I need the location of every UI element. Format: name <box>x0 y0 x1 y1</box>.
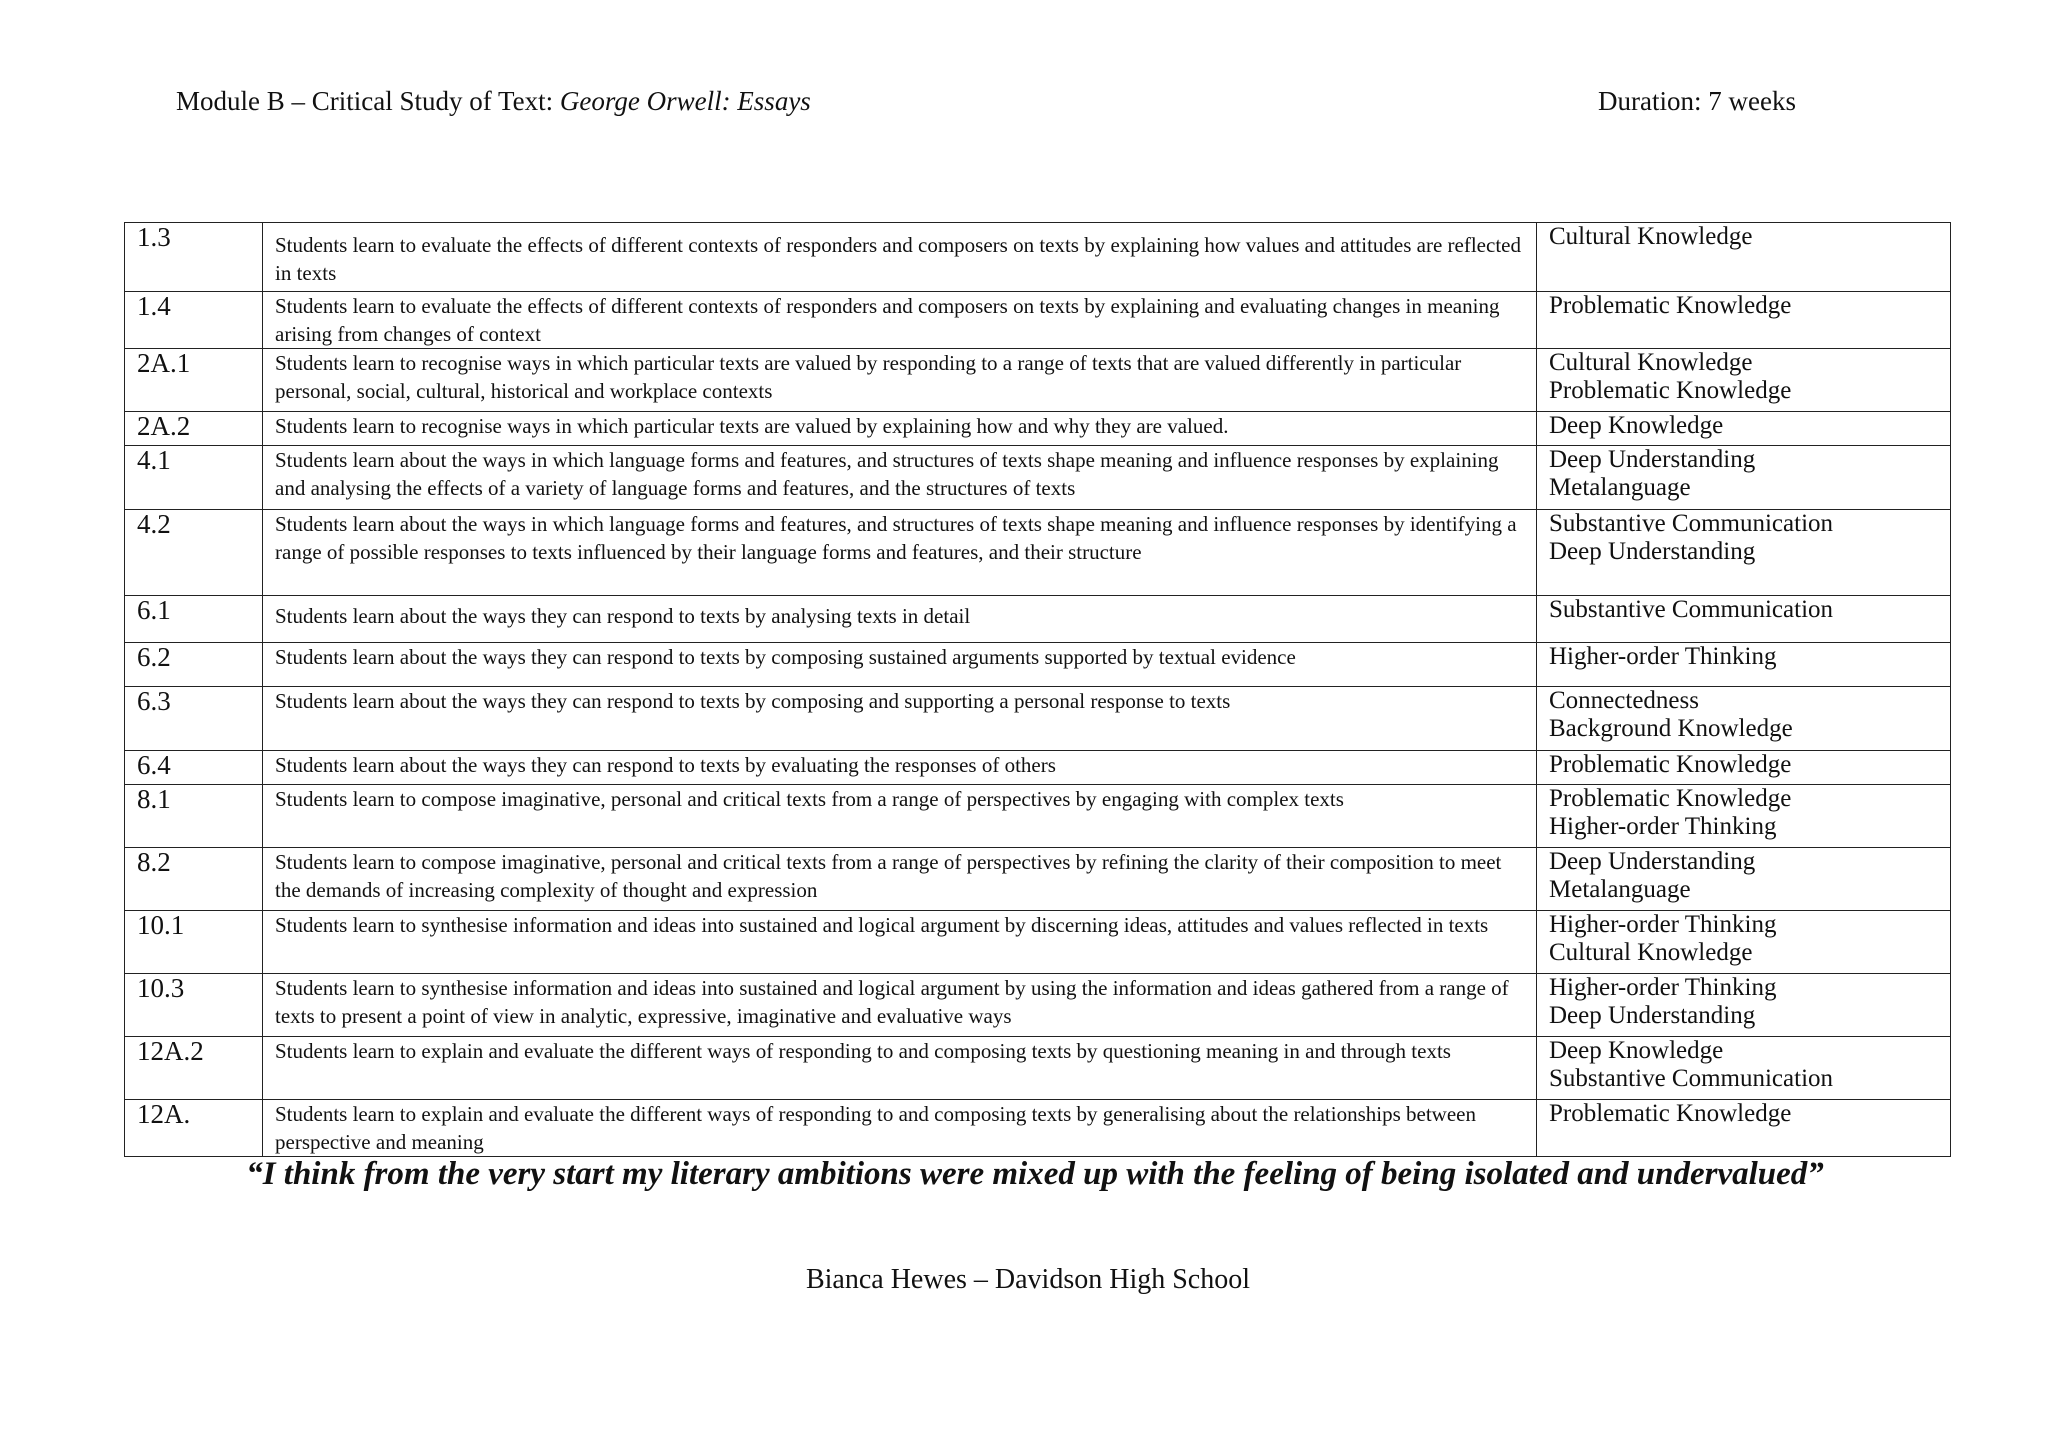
quality-elements <box>1537 643 1951 687</box>
quality-element: Deep Knowledge <box>1549 412 1724 439</box>
outcomes-table-body <box>125 223 1951 1157</box>
table-row <box>125 974 1951 1037</box>
outcome-description: Students learn about the ways they can respond to texts by analysing texts in detail <box>263 596 1537 643</box>
table-row <box>125 1037 1951 1100</box>
outcome-code: 6.1 <box>125 596 263 643</box>
table-row <box>125 412 1951 446</box>
table-row <box>125 292 1951 349</box>
quality-element: Substantive Communication <box>1549 596 1834 623</box>
quality-elements <box>1537 1100 1951 1157</box>
module-title <box>176 86 811 117</box>
outcome-code: 6.3 <box>125 687 263 751</box>
outcome-description: Students learn about the ways in which language forms and features, and structures of texts shape meaning and influence responses by identifying a range of possible responses to texts influenced by their language forms and features, and their structure <box>263 510 1537 596</box>
outcome-description: Students learn to evaluate the effects of different contexts of responders and composers on texts by explaining and evaluating changes in meaning arising from changes of context <box>263 292 1537 349</box>
author-credit: Bianca Hewes – Davidson High School <box>805 1264 1251 1295</box>
outcome-description: Students learn about the ways they can respond to texts by composing and supporting a personal response to texts <box>263 687 1537 751</box>
outcome-code: 2A.1 <box>125 349 263 412</box>
table-row <box>125 911 1951 974</box>
table-row <box>125 223 1951 292</box>
text-title: George Orwell: Essays <box>559 86 811 116</box>
quality-element: Problematic Knowledge <box>1549 751 1792 778</box>
outcome-description: Students learn to explain and evaluate the different ways of responding to and composing texts by questioning meaning in and through texts <box>263 1037 1537 1100</box>
quality-elements <box>1537 911 1951 974</box>
outcome-code: 12A. <box>125 1100 263 1157</box>
outcome-code: 6.4 <box>125 751 263 785</box>
quality-elements <box>1537 596 1951 643</box>
table-row <box>125 596 1951 643</box>
orwell-quote: “I think from the very start my literary ambitions were mixed up with the feeling of being isolated and undervalued” <box>246 1156 1824 1192</box>
quality-element: Substantive Communication <box>1549 1065 1834 1092</box>
outcome-code: 8.1 <box>125 785 263 848</box>
table-row <box>125 643 1951 687</box>
outcome-description: Students learn to compose imaginative, personal and critical texts from a range of perspectives by refining the clarity of their composition to meet the demands of increasing complexity of thought and expression <box>263 848 1537 911</box>
outcome-description: Students learn to recognise ways in which particular texts are valued by explaining how and why they are valued. <box>263 412 1537 446</box>
outcome-code: 2A.2 <box>125 412 263 446</box>
outcome-description: Students learn about the ways they can respond to texts by evaluating the responses of others <box>263 751 1537 785</box>
quality-element: Background Knowledge <box>1549 715 1793 742</box>
outcome-description: Students learn about the ways in which language forms and features, and structures of texts shape meaning and influence responses by explaining and analysing the effects of a variety of language forms and features, and the structures of texts <box>263 446 1537 510</box>
table-row <box>125 446 1951 510</box>
outcome-code: 1.3 <box>125 223 263 292</box>
quality-element: Problematic Knowledge <box>1549 785 1792 812</box>
quality-element: Deep Understanding <box>1549 446 1756 473</box>
outcomes-table <box>124 222 1951 1157</box>
quality-elements <box>1537 223 1951 292</box>
table-row <box>125 510 1951 596</box>
outcome-description: Students learn to recognise ways in which particular texts are valued by responding to a range of texts that are valued differently in particular personal, social, cultural, historical and workplace contexts <box>263 349 1537 412</box>
quality-elements <box>1537 785 1951 848</box>
quality-elements <box>1537 751 1951 785</box>
outcome-code: 10.3 <box>125 974 263 1037</box>
quality-element: Higher-order Thinking <box>1549 813 1777 840</box>
quality-element: Higher-order Thinking <box>1549 643 1777 670</box>
duration: Duration: 7 weeks <box>1598 86 1796 116</box>
quality-elements <box>1537 848 1951 911</box>
quality-element: Deep Understanding <box>1549 1002 1756 1029</box>
quality-element: Deep Understanding <box>1549 538 1756 565</box>
outcome-code: 10.1 <box>125 911 263 974</box>
quality-element: Cultural Knowledge <box>1549 939 1753 966</box>
outcome-code: 6.2 <box>125 643 263 687</box>
outcome-description: Students learn to compose imaginative, personal and critical texts from a range of perspectives by engaging with complex texts <box>263 785 1537 848</box>
quality-element: Problematic Knowledge <box>1549 1100 1792 1127</box>
outcome-description: Students learn to explain and evaluate the different ways of responding to and composing texts by generalising about the relationships between perspective and meaning <box>263 1100 1537 1157</box>
table-row <box>125 1100 1951 1157</box>
table-row <box>125 751 1951 785</box>
quality-element: Problematic Knowledge <box>1549 292 1792 319</box>
quality-elements <box>1537 974 1951 1037</box>
outcome-description: Students learn to synthesise information and ideas into sustained and logical argument by using the information and ideas gathered from a range of texts to present a point of view in analytic, expressive, imaginative and evaluative ways <box>263 974 1537 1037</box>
page-header <box>176 86 1796 126</box>
outcome-code: 4.2 <box>125 510 263 596</box>
quality-element: Problematic Knowledge <box>1549 377 1792 404</box>
outcome-description: Students learn about the ways they can respond to texts by composing sustained arguments supported by textual evidence <box>263 643 1537 687</box>
quality-element: Higher-order Thinking <box>1549 911 1777 938</box>
quality-element: Cultural Knowledge <box>1549 223 1753 250</box>
quality-elements <box>1537 687 1951 751</box>
quality-element: Deep Understanding <box>1549 848 1756 875</box>
quality-element: Connectedness <box>1549 687 1699 714</box>
quality-elements <box>1537 446 1951 510</box>
module-label: Module B – Critical Study of Text: <box>176 86 560 116</box>
outcome-description: Students learn to synthesise information and ideas into sustained and logical argument by discerning ideas, attitudes and values reflected in texts <box>263 911 1537 974</box>
outcome-code: 8.2 <box>125 848 263 911</box>
outcome-code: 1.4 <box>125 292 263 349</box>
outcome-description: Students learn to evaluate the effects of different contexts of responders and composers on texts by explaining how values and attitudes are reflected in texts <box>263 223 1537 292</box>
quality-elements <box>1537 349 1951 412</box>
table-row <box>125 785 1951 848</box>
quality-element: Higher-order Thinking <box>1549 974 1777 1001</box>
quality-element: Cultural Knowledge <box>1549 349 1753 376</box>
outcome-code: 4.1 <box>125 446 263 510</box>
quality-element: Metalanguage <box>1549 474 1691 501</box>
quality-element: Substantive Communication <box>1549 510 1834 537</box>
table-row <box>125 349 1951 412</box>
outcome-code: 12A.2 <box>125 1037 263 1100</box>
table-row <box>125 687 1951 751</box>
quality-elements <box>1537 412 1951 446</box>
quality-elements <box>1537 510 1951 596</box>
quality-elements <box>1537 1037 1951 1100</box>
table-row <box>125 848 1951 911</box>
quality-element: Deep Knowledge <box>1549 1037 1724 1064</box>
quality-elements <box>1537 292 1951 349</box>
quality-element: Metalanguage <box>1549 876 1691 903</box>
